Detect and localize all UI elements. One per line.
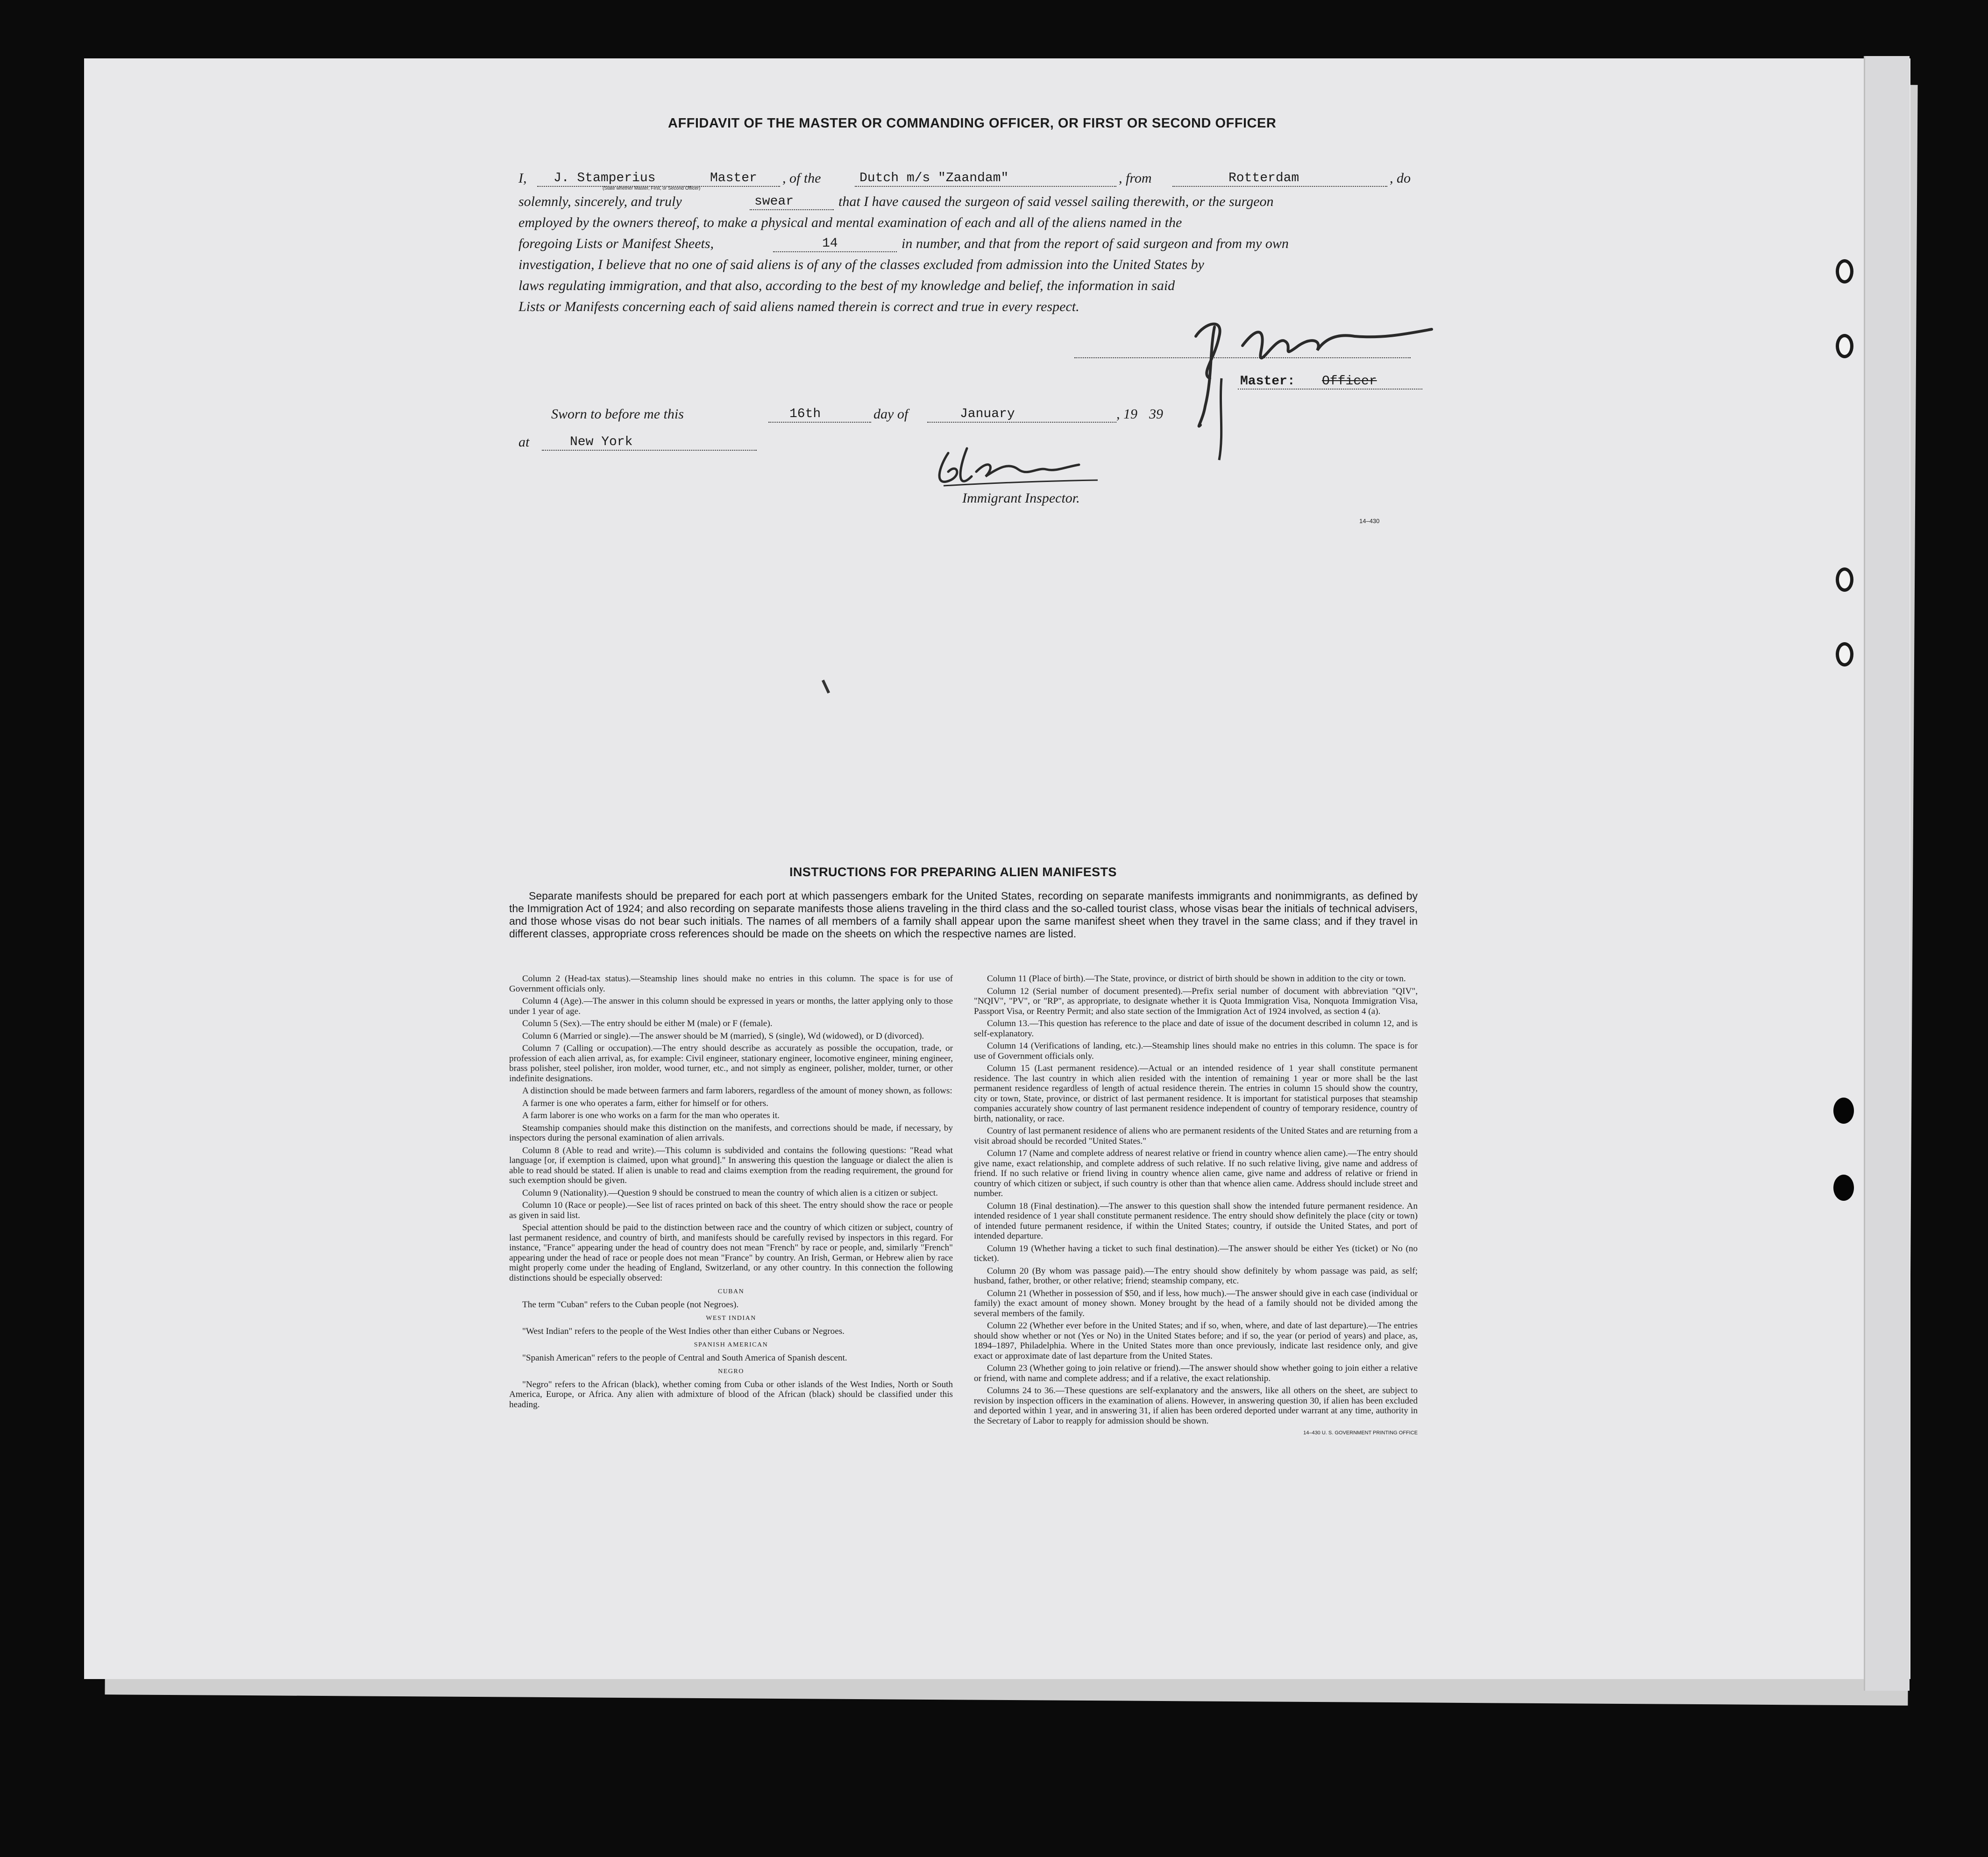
instruction-paragraph: Column 8 (Able to read and write).—This column is subdivided and contains the following questions: "Read what language [or, if exemption is claimed, upon what ground]." In answering this question the language or dialect the alien is able to read should be stated. If alien is unable to read and claims exemption from the reading requirement, the ground for such exemption should be given. — [509, 1145, 953, 1185]
affidavit-title: AFFIDAVIT OF THE MASTER OR COMMANDING OFFICER, OR FIRST OR SECOND OFFICER — [668, 116, 1277, 131]
affidavit-line-4b: in number, and that from the report of said surgeon and from my own — [902, 236, 1289, 251]
instructions-intro: Separate manifests should be prepared for each port at which passengers embark for the United States, recording on separate manifests immigrants and nonimmigrants, as defined by the Immigration Act of 1924; and also recording on separate manifests those aliens traveling in the third class and the so-called tourist class, whose visas bear the initials of technical advisers, and those whose visas do not bear such initials. The names of all members of a family shall appear upon the same manifest sheet when they travel in the same class; and if they travel in different classes, appropriate cross references should be made on the sheets on which the respective names are listed. — [509, 890, 1418, 940]
vessel-name: Dutch m/s "Zaandam" — [859, 171, 1009, 185]
struck-title: Officer — [1322, 374, 1377, 389]
heading-negro: NEGRO — [718, 1368, 744, 1375]
form-number: 14–430 — [1359, 517, 1380, 524]
affidavit-line-2a: solemnly, sincerely, and truly — [518, 194, 682, 209]
instruction-paragraph: Column 23 (Whether going to join relative or friend).—The answer should show whether going to join either a relative or friend, with name and complete address; and if a relative, the exact relationship. — [974, 1363, 1418, 1383]
instruction-paragraph: Column 5 (Sex).—The entry should be either M (male) or F (female). — [522, 1019, 773, 1028]
day-of-label: day of — [873, 406, 909, 422]
affidavit-line-7: Lists or Manifests concerning each of said aliens named therein is correct and true in every respect. — [518, 299, 1079, 314]
instruction-paragraph: Column 17 (Name and complete address of nearest relative or friend in country whence alien came).—The entry should give name, exact relationship, and complete address of such relative. If no such relative living, give name and address of friend. If no such relative or friend living in country whence alien came, give name and address of relative or friend in country of which citizen or subject, if such country is other than that whence alien came. Address should include street and number. — [974, 1148, 1418, 1198]
punch-hole — [1836, 259, 1853, 284]
instruction-paragraph: Column 19 (Whether having a ticket to such final destination).—The answer should be either Yes (ticket) or No (no ticket). — [974, 1243, 1418, 1263]
heading-spanish-american: SPANISH AMERICAN — [694, 1341, 768, 1348]
sworn-day: 16th — [789, 407, 821, 421]
instruction-paragraph: Column 2 (Head-tax status).—Steamship lines should make no entries in this column. The space is for use of Government officials only. — [509, 974, 953, 994]
instructions-title: INSTRUCTIONS FOR PREPARING ALIEN MANIFESTS — [789, 865, 1117, 879]
affidavit-line-5: investigation, I believe that no one of said aliens is of any of the classes excluded from admission into the United States by — [518, 257, 1204, 272]
year-prefix: , 19 — [1116, 406, 1137, 422]
instruction-paragraph: Column 6 (Married or single).—The answer should be M (married), S (single), Wd (widowed), or D (divorced). — [522, 1031, 924, 1041]
instruction-paragraph: Column 13.—This question has reference to the place and date of issue of the document described in column 12, and is self-explanatory. — [974, 1019, 1418, 1039]
oath-word: swear — [754, 194, 794, 209]
affidavit-line-3: employed by the owners thereof, to make a physical and mental examination of each and all of the aliens named in the — [518, 215, 1182, 230]
port-of-departure: Rotterdam — [1228, 171, 1299, 185]
instruction-paragraph: Column 9 (Nationality).—Question 9 should be construed to mean the country of which alien is a citizen or subject. — [522, 1188, 938, 1198]
punch-hole — [1836, 334, 1853, 358]
instruction-paragraph: "Negro" refers to the African (black), whether coming from Cuba or other islands of the West Indies, North or South America, Europe, or Africa. Any alien with admixture of blood of the African (black) should be classified under this heading. — [509, 1379, 953, 1410]
instruction-paragraph: A farmer is one who operates a farm, either for himself or for others. — [522, 1098, 768, 1108]
instruction-paragraph: Column 4 (Age).—The answer in this column should be expressed in years or months, the latter applying only to those under 1 year of age. — [509, 996, 953, 1016]
printing-office-footer: 14–430 U. S. GOVERNMENT PRINTING OFFICE — [1303, 1430, 1418, 1436]
instruction-paragraph: Column 10 (Race or people).—See list of races printed on back of this sheet. The entry should show the race or people as given in said list. — [509, 1200, 953, 1220]
heading-west-indian: WEST INDIAN — [706, 1315, 756, 1322]
master-signature — [1186, 308, 1439, 462]
inspector-signature — [930, 444, 1102, 495]
rank-note: (State whether Master, First, or Second Officer) — [603, 186, 701, 191]
master-rank: Master — [710, 171, 757, 185]
instruction-paragraph: Column 15 (Last permanent residence).—Actual or an intended residence of 1 year shall constitute permanent residence. The last country in which alien resided with the intention of remaining 1 year or more shall be the last permanent residence regardless of length of actual residence therein. The entries in column 15 should show the country, city or town, State, province, or district of last permanent residence. It is important for statistical purposes that steamship companies accurately show country of last permanent residence independent of country of temporary residence, country of birth, nationality, or race. — [974, 1063, 1418, 1124]
master-name: J. Stamperius — [554, 171, 656, 185]
pronoun: I, — [518, 170, 527, 186]
heading-cuban: CUBAN — [717, 1288, 745, 1295]
instructions-right-column — [974, 974, 1418, 1441]
at-label: at — [518, 434, 530, 450]
punch-hole — [1833, 1175, 1854, 1201]
from-label: , from — [1119, 170, 1152, 186]
instruction-paragraph: Column 20 (By whom was passage paid).—The entry should show definitely by whom passage was paid, as self; husband, father, brother, or other relative; friend; steamship company, etc. — [974, 1266, 1418, 1286]
instructions-left-column — [509, 974, 953, 1412]
instruction-paragraph: Column 7 (Calling or occupation).—The entry should describe as accurately as possible the occupation, trade, or profession of each alien arrival, as, for example: Civil engineer, stationary engineer, locomotive engineer, mining engineer, brass polisher, steel polisher, iron molder, wood turner, etc., and not simply as engineer, polisher, molder, turner, or other indefinite designations. — [509, 1043, 953, 1084]
instruction-paragraph: A farm laborer is one who works on a farm for the man who operates it. — [522, 1111, 780, 1120]
sworn-place: New York — [570, 435, 633, 449]
instruction-paragraph: Columns 24 to 36.—These questions are self-explanatory and the answers, like all others on the sheet, are subject to revision by inspection officers in the examination of aliens. However, in answering question 30, if alien has been excluded and deported within 1 year, and in answering 31, if alien has been ordered deported under warrant at any time, authority in the Secretary of Labor to reapply for admission should be shown. — [974, 1386, 1418, 1426]
instruction-paragraph: "West Indian" refers to the people of the West Indies other than either Cubans or Negroes. — [522, 1326, 845, 1336]
signer-title: Master: — [1240, 374, 1295, 389]
affidavit-line-1 — [518, 168, 527, 189]
sworn-year: 39 — [1149, 406, 1163, 422]
punch-hole — [1836, 567, 1853, 592]
instruction-paragraph: Column 12 (Serial number of document presented).—Prefix serial number of document with abbreviation "QIV", "NQIV", "PV", or "RP", as appropriate, to designate whether it is Quota Immigration Visa, Nonquota Immigration Visa, Passport Visa, or Reentry Permit; and also state section of the Immigration Act of 1924 involved, as section 4 (a). — [974, 986, 1418, 1016]
instruction-paragraph: Column 22 (Whether ever before in the United States; and if so, when, where, and date of last departure).—The entries should show whether or not (Yes or No) in the United States before; and if so, the year (or period of years) and place, as, 1894–1897, Philadelphia. Where in the United States more than once previously, indicate last residence only, and give exact or approximate date of last departure from the United States. — [974, 1321, 1418, 1361]
instruction-paragraph: Special attention should be paid to the distinction between race and the country of which citizen or subject, country of last permanent residence, and country of birth, and manifests should be carefully revised by inspectors in this regard. For instance, "France" appearing under the head of country does not mean "French" by race or people, and, similarly "French" appearing under the head of race or people does not mean "France" by country. An Irish, German, or Hebrew alien by race might properly come under the heading of England, Switzerland, or any other country. In this connection the following distinctions should be especially observed: — [509, 1223, 953, 1283]
sheet-count: 14 — [822, 236, 838, 251]
inspector-label: Immigrant Inspector. — [962, 490, 1080, 506]
instruction-paragraph: Column 21 (Whether in possession of $50, and if less, how much).—The answer should give in each case (individual or family) the exact amount of money shown. Money brought by the head of a family should not be divided among the several members of the family. — [974, 1288, 1418, 1318]
instruction-paragraph: Column 18 (Final destination).—The answer to this question shall show the intended future permanent residence. An intended residence of 1 year shall constitute permanent residence. The entry should show definitely the place (city or town) of intended future permanent residence, if within the United States; country, if outside the United States, and port of intended departure. — [974, 1201, 1418, 1241]
of-the: , of the — [782, 170, 821, 186]
punch-hole — [1836, 642, 1853, 666]
instruction-paragraph: A distinction should be made between farmers and farm laborers, regardless of the amount of money shown, as follows: — [522, 1086, 952, 1096]
instruction-paragraph: Country of last permanent residence of aliens who are permanent residents of the United States and are returning from a visit abroad should be recorded "United States." — [974, 1126, 1418, 1146]
instruction-paragraph: Column 14 (Verifications of landing, etc.).—Steamship lines should make no entries in this column. The space is for use of Government officials only. — [974, 1041, 1418, 1061]
instruction-paragraph: Steamship companies should make this distinction on the manifests, and corrections should be made, if necessary, by inspectors during the personal examination of alien arrivals. — [509, 1123, 953, 1143]
affidavit-line-6: laws regulating immigration, and that also, according to the best of my knowledge and belief, the information in said — [518, 278, 1175, 293]
page-edge — [1864, 56, 1910, 1691]
punch-hole — [1833, 1098, 1854, 1124]
do-label: , do — [1390, 170, 1411, 186]
affidavit-line-2b: that I have caused the surgeon of said vessel sailing therewith, or the surgeon — [838, 194, 1274, 209]
instruction-paragraph: Column 11 (Place of birth).—The State, province, or district of birth should be shown in addition to the city or town. — [987, 974, 1406, 984]
sworn-month: January — [960, 407, 1015, 421]
affidavit-line-4a: foregoing Lists or Manifest Sheets, — [518, 236, 714, 251]
instruction-paragraph: The term "Cuban" refers to the Cuban people (not Negroes). — [522, 1299, 739, 1310]
instruction-paragraph: "Spanish American" refers to the people of Central and South America of Spanish descent. — [522, 1353, 847, 1363]
sworn-text: Sworn to before me this — [551, 406, 684, 422]
